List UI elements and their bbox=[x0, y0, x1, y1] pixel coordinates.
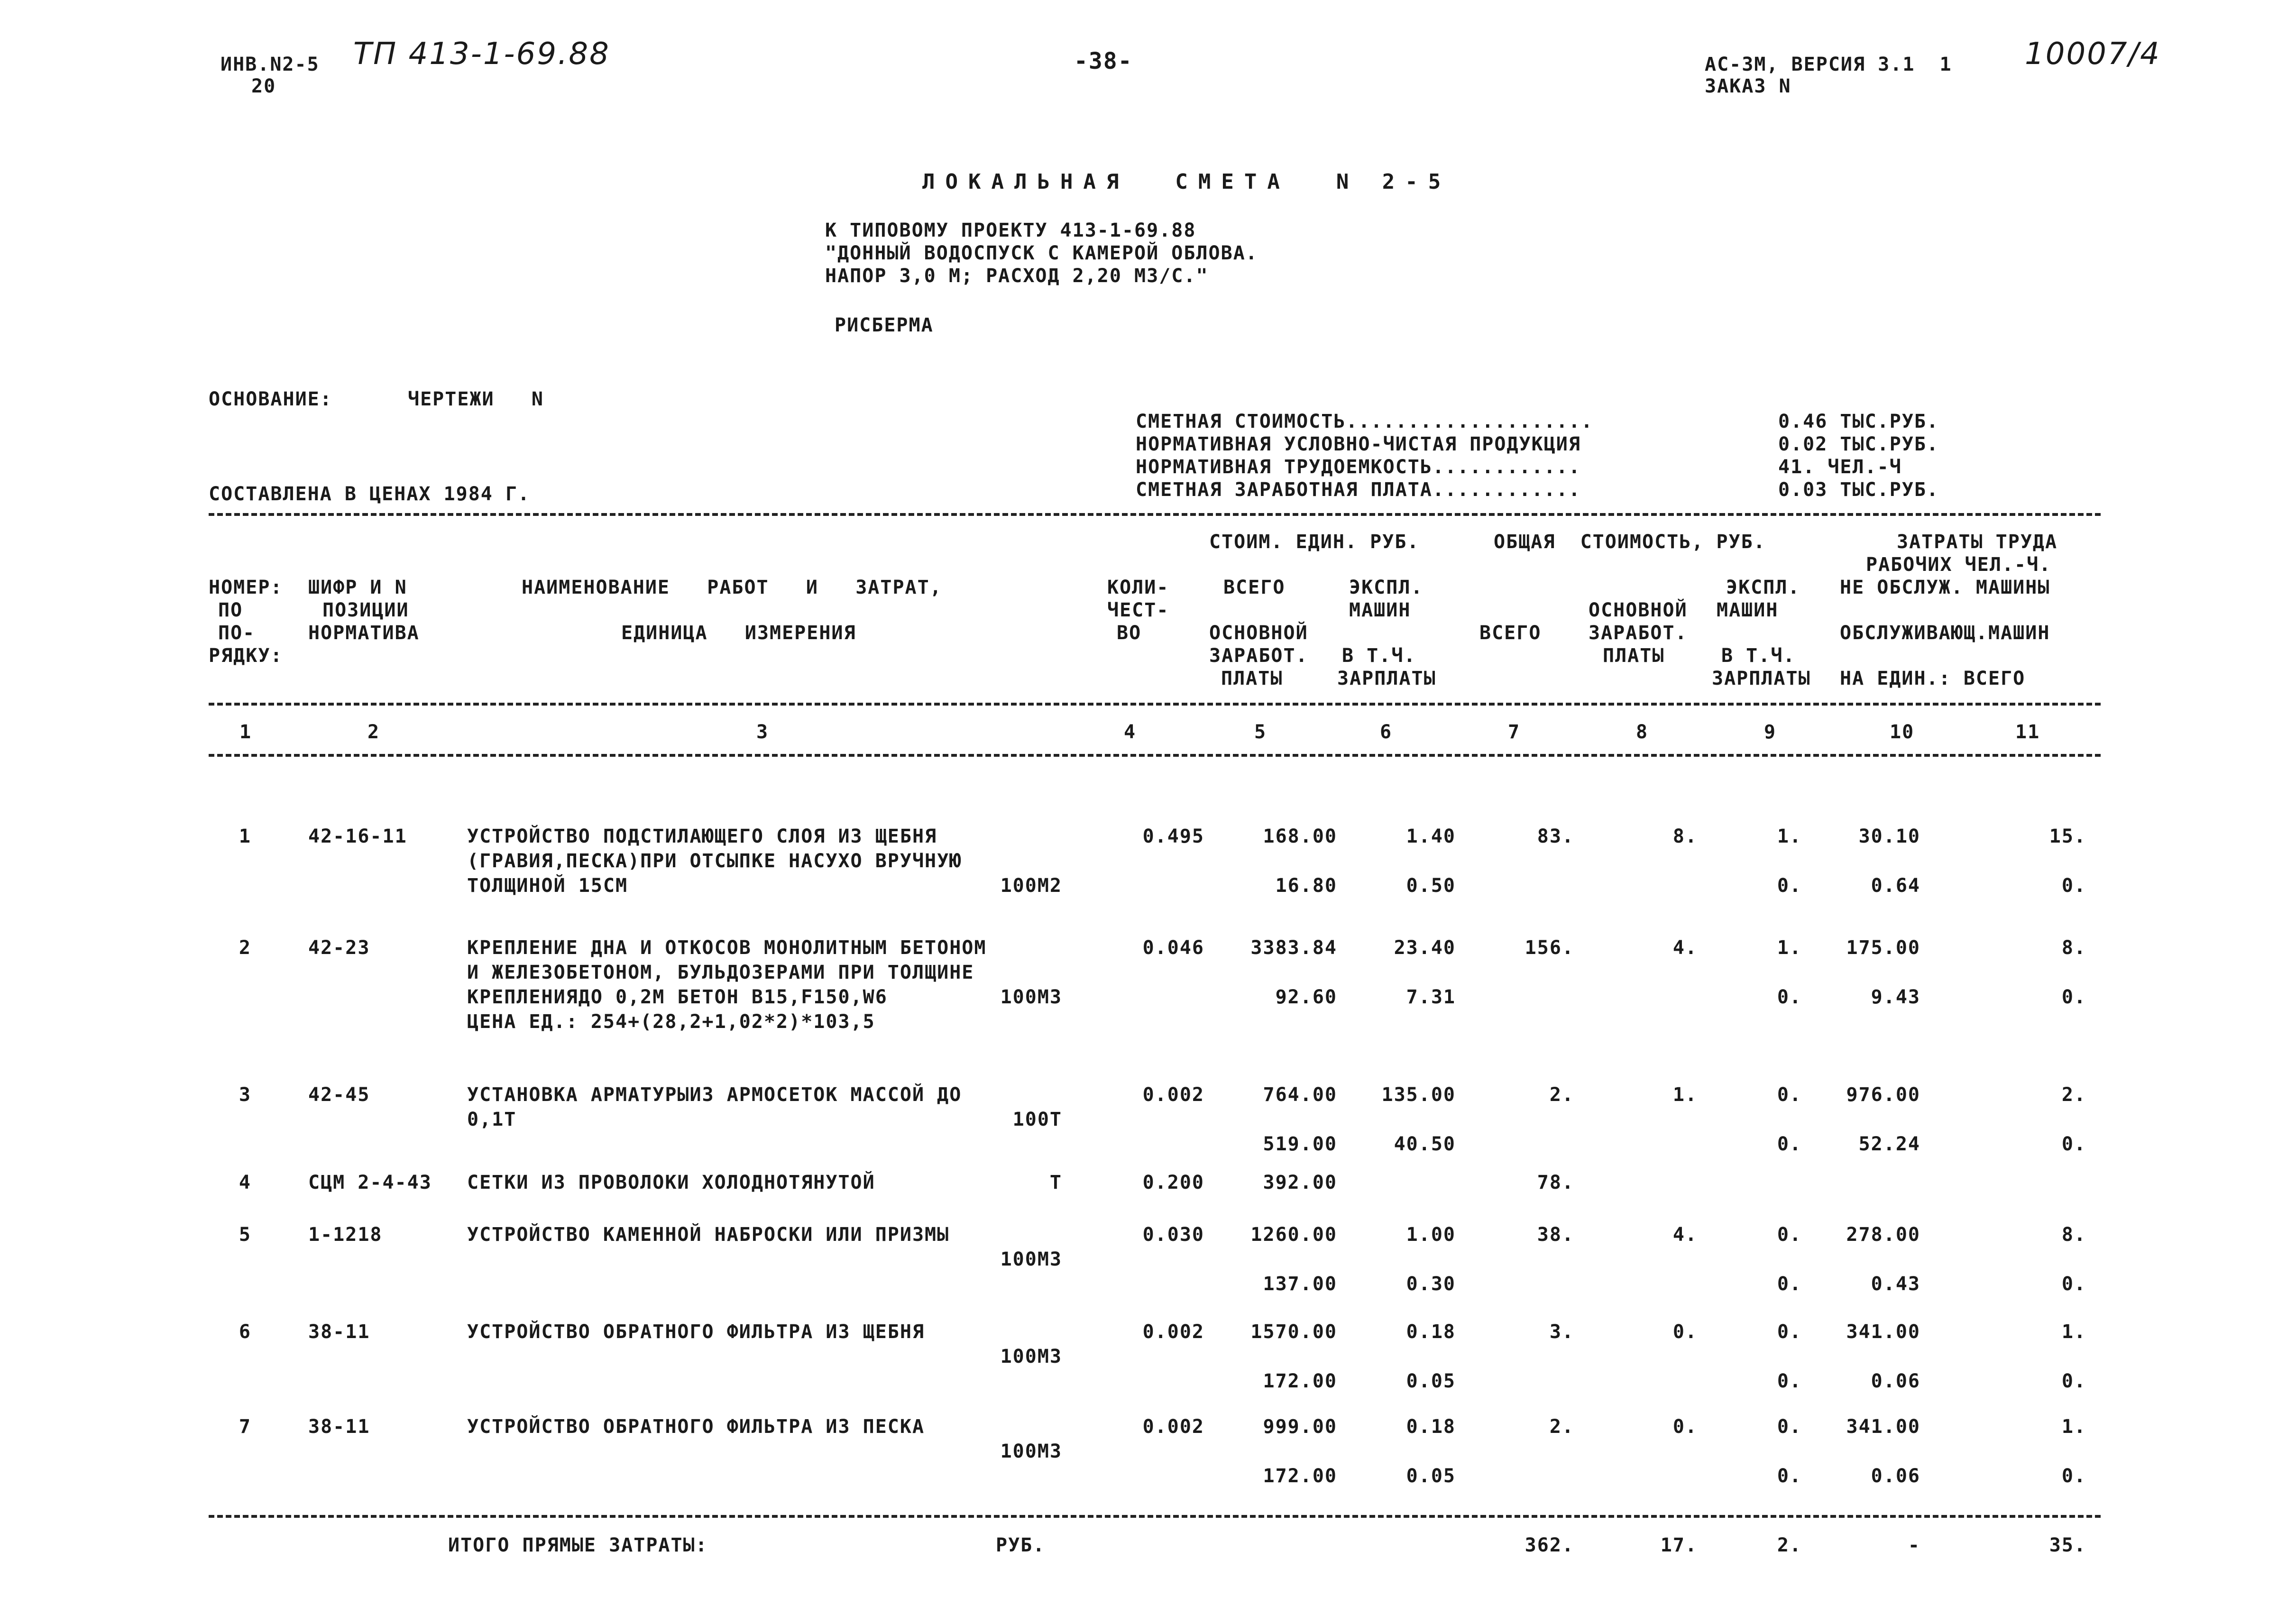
col-header-total-machines: МАШИН bbox=[1717, 599, 1779, 621]
row-name-line: УСТРОЙСТВО КАМЕННОЙ НАБРОСКИ ИЛИ ПРИЗМЫ bbox=[467, 1224, 950, 1246]
row-c9b: 0. bbox=[1777, 1273, 1802, 1295]
col-header-labor: ОБСЛУЖИВАЮЩ.МАШИН bbox=[1840, 622, 2050, 644]
col-header-number: ПО bbox=[218, 599, 243, 621]
col-header-labor: НА ЕДИН.: ВСЕГО bbox=[1840, 668, 2026, 689]
column-number: 2 bbox=[367, 721, 380, 743]
row-c10: 30.10 bbox=[1858, 826, 1920, 847]
row-c11: 15. bbox=[2049, 826, 2086, 847]
row-c5b: 137.00 bbox=[1263, 1273, 1337, 1295]
column-number: 9 bbox=[1764, 721, 1777, 743]
row-unit: Т bbox=[1049, 1172, 1062, 1193]
row-c5: 764.00 bbox=[1263, 1084, 1337, 1106]
row-code: 1-1218 bbox=[308, 1224, 383, 1246]
row-name-line: (ГРАВИЯ,ПЕСКА)ПРИ ОТСЫПКЕ НАСУХО ВРУЧНУЮ bbox=[467, 850, 962, 872]
row-c5: 999.00 bbox=[1263, 1416, 1337, 1438]
row-qty: 0.002 bbox=[1142, 1084, 1204, 1106]
row-number: 4 bbox=[239, 1172, 251, 1193]
totals-c7: 362. bbox=[1525, 1534, 1574, 1556]
row-code: 42-16-11 bbox=[308, 826, 407, 847]
row-c9: 0. bbox=[1777, 1084, 1802, 1106]
row-c10: 341.00 bbox=[1846, 1321, 1920, 1343]
col-header-unit-machines: ЗАРПЛАТЫ bbox=[1337, 668, 1436, 689]
row-c11b: 0. bbox=[2061, 1273, 2086, 1295]
row-c10b: 0.06 bbox=[1871, 1370, 1920, 1392]
col-header-total-machines: В Т.Ч. bbox=[1721, 645, 1796, 667]
row-c6b: 40.50 bbox=[1394, 1133, 1456, 1155]
row-code: СЦМ 2-4-43 bbox=[308, 1172, 432, 1193]
row-c10b: 0.64 bbox=[1871, 875, 1920, 897]
row-c5b: 172.00 bbox=[1263, 1465, 1337, 1487]
row-unit: 100М3 bbox=[1000, 1248, 1062, 1270]
col-header-quantity: ЧЕСТ- bbox=[1107, 599, 1169, 621]
col-header-unit-machines: В Т.Ч. bbox=[1342, 645, 1416, 667]
col-header-unit-total: ВСЕГО bbox=[1223, 577, 1286, 598]
row-c6: 135.00 bbox=[1381, 1084, 1456, 1106]
col-header-labor: ЗАТРАТЫ ТРУДА bbox=[1897, 531, 2058, 553]
row-c5: 392.00 bbox=[1263, 1172, 1337, 1193]
row-unit: 100М3 bbox=[1000, 986, 1062, 1008]
row-qty: 0.046 bbox=[1142, 937, 1204, 959]
row-qty: 0.002 bbox=[1142, 1321, 1204, 1343]
column-number: 1 bbox=[239, 721, 252, 743]
header-rule bbox=[209, 703, 2101, 706]
column-number: 4 bbox=[1124, 721, 1137, 743]
basis-label: ОСНОВАНИЕ: bbox=[209, 388, 332, 410]
row-name-line: ТОЛЩИНОЙ 15СМ bbox=[467, 875, 628, 897]
totals-unit: РУБ. bbox=[996, 1534, 1046, 1556]
totals-label: ИТОГО ПРЯМЫЕ ЗАТРАТЫ: bbox=[448, 1534, 708, 1556]
row-c6: 1.40 bbox=[1406, 826, 1456, 847]
row-c5: 1570.00 bbox=[1250, 1321, 1337, 1343]
row-c11: 8. bbox=[2061, 1224, 2086, 1246]
column-number: 6 bbox=[1380, 721, 1393, 743]
row-c5b: 172.00 bbox=[1263, 1370, 1337, 1392]
col-header-total-cost: ОБЩАЯ СТОИМОСТЬ, РУБ. bbox=[1494, 531, 1766, 553]
summary-label: НОРМАТИВНАЯ ТРУДОЕМКОСТЬ............ bbox=[1136, 456, 1581, 478]
title-line-1: К ТИПОВОМУ ПРОЕКТУ 413-1-69.88 bbox=[825, 220, 1196, 241]
row-code: 42-23 bbox=[308, 937, 370, 959]
row-c11: 2. bbox=[2061, 1084, 2086, 1106]
row-number: 5 bbox=[239, 1224, 251, 1246]
column-number: 10 bbox=[1890, 721, 1915, 743]
row-price-formula: ЦЕНА ЕД.: 254+(28,2+1,02*2)*103,5 bbox=[467, 1011, 875, 1033]
row-unit: 100М3 bbox=[1000, 1346, 1062, 1367]
row-c7: 2. bbox=[1549, 1084, 1574, 1106]
row-c7: 3. bbox=[1549, 1321, 1574, 1343]
col-header-total: ВСЕГО bbox=[1479, 622, 1542, 644]
col-header-number: НОМЕР: bbox=[209, 577, 283, 598]
col-header-code: ПОЗИЦИИ bbox=[322, 599, 409, 621]
column-number: 11 bbox=[2015, 721, 2040, 743]
row-unit: 100М3 bbox=[1000, 1440, 1062, 1462]
row-c5b: 16.80 bbox=[1275, 875, 1337, 897]
row-name-line: КРЕПЛЕНИЕ ДНА И ОТКОСОВ МОНОЛИТНЫМ БЕТОНОМ bbox=[467, 937, 987, 959]
row-c10: 278.00 bbox=[1846, 1224, 1920, 1246]
row-c10: 976.00 bbox=[1846, 1084, 1920, 1106]
row-c9: 0. bbox=[1777, 1321, 1802, 1343]
row-name-line: УСТРОЙСТВО ПОДСТИЛАЮЩЕГО СЛОЯ ИЗ ЩЕБНЯ bbox=[467, 826, 937, 847]
column-number-rule bbox=[209, 754, 2101, 757]
row-name-line: КРЕПЛЕНИЯДО 0,2М БЕТОН В15,F150,W6 bbox=[467, 986, 888, 1008]
row-c9: 1. bbox=[1777, 937, 1802, 959]
summary-value: 0.03 ТЫС.РУБ. bbox=[1778, 479, 1939, 501]
title-line-2: "ДОННЫЙ ВОДОСПУСК С КАМЕРОЙ ОБЛОВА. bbox=[825, 242, 1258, 264]
row-number: 7 bbox=[239, 1416, 251, 1438]
row-code: 38-11 bbox=[308, 1321, 370, 1343]
col-header-unit-total: ПЛАТЫ bbox=[1221, 668, 1283, 689]
col-header-total-wages: ПЛАТЫ bbox=[1603, 645, 1665, 667]
inventory-sub: 20 bbox=[251, 75, 276, 97]
row-name-line: 0,1Т bbox=[467, 1109, 517, 1130]
row-c6b: 0.05 bbox=[1406, 1370, 1456, 1392]
row-c11: 1. bbox=[2061, 1416, 2086, 1438]
row-number: 1 bbox=[239, 826, 251, 847]
software-version: АС-3М, ВЕРСИЯ 3.1 1 bbox=[1705, 54, 1952, 75]
row-qty: 0.030 bbox=[1142, 1224, 1204, 1246]
row-c5b: 519.00 bbox=[1263, 1133, 1337, 1155]
summary-value: 0.02 ТЫС.РУБ. bbox=[1778, 433, 1939, 455]
row-c11b: 0. bbox=[2061, 1133, 2086, 1155]
col-header-labor: РАБОЧИХ ЧЕЛ.-Ч. bbox=[1866, 554, 2052, 576]
row-c6: 0.18 bbox=[1406, 1416, 1456, 1438]
row-number: 2 bbox=[239, 937, 251, 959]
col-header-code: ШИФР И N bbox=[308, 577, 407, 598]
row-c5: 3383.84 bbox=[1250, 937, 1337, 959]
order-label: ЗАКАЗ N bbox=[1705, 75, 1791, 97]
handwritten-tp-number: ТП 413-1-69.88 bbox=[353, 37, 610, 72]
row-code: 38-11 bbox=[308, 1416, 370, 1438]
row-c9: 0. bbox=[1777, 1224, 1802, 1246]
row-c11b: 0. bbox=[2061, 1465, 2086, 1487]
price-level: СОСТАВЛЕНА В ЦЕНАХ 1984 Г. bbox=[209, 483, 531, 505]
row-code: 42-45 bbox=[308, 1084, 370, 1106]
row-c8: 1. bbox=[1672, 1084, 1698, 1106]
row-c6: 0.18 bbox=[1406, 1321, 1456, 1343]
document-title: ЛОКАЛЬНАЯ СМЕТА N 2-5 bbox=[922, 170, 1451, 194]
totals-c9: 2. bbox=[1777, 1534, 1802, 1556]
column-number: 5 bbox=[1254, 721, 1267, 743]
col-header-unit-machines: МАШИН bbox=[1349, 599, 1411, 621]
row-c6b: 0.30 bbox=[1406, 1273, 1456, 1295]
row-c11b: 0. bbox=[2061, 986, 2086, 1008]
row-c8: 0. bbox=[1672, 1416, 1698, 1438]
inventory-number: ИНВ.N2-5 bbox=[220, 54, 320, 75]
row-name-line: УСТРОЙСТВО ОБРАТНОГО ФИЛЬТРА ИЗ ПЕСКА bbox=[467, 1416, 925, 1438]
row-c10: 341.00 bbox=[1846, 1416, 1920, 1438]
row-c9b: 0. bbox=[1777, 1465, 1802, 1487]
col-header-total-machines: ЭКСПЛ. bbox=[1726, 577, 1800, 598]
row-c7: 38. bbox=[1537, 1224, 1574, 1246]
totals-c10: - bbox=[1908, 1534, 1920, 1556]
row-number: 6 bbox=[239, 1321, 251, 1343]
summary-label: СМЕТНАЯ ЗАРАБОТНАЯ ПЛАТА............ bbox=[1136, 479, 1581, 501]
row-c11b: 0. bbox=[2061, 875, 2086, 897]
row-c7: 78. bbox=[1537, 1172, 1574, 1193]
row-c10b: 0.06 bbox=[1871, 1465, 1920, 1487]
col-header-quantity: КОЛИ- bbox=[1107, 577, 1169, 598]
col-header-number: РЯДКУ: bbox=[209, 645, 283, 667]
col-header-unit-total: ЗАРАБОТ. bbox=[1209, 645, 1308, 667]
col-header-number: ПО- bbox=[218, 622, 256, 644]
basis-value: ЧЕРТЕЖИ N bbox=[408, 388, 544, 410]
col-header-unit-machines: ЭКСПЛ. bbox=[1349, 577, 1424, 598]
row-c8: 4. bbox=[1672, 1224, 1698, 1246]
col-header-name: ЕДИНИЦА ИЗМЕРЕНИЯ bbox=[621, 622, 856, 644]
column-number: 8 bbox=[1636, 721, 1649, 743]
handwritten-order-number: 10007/4 bbox=[2025, 37, 2161, 72]
col-header-total-wages: ЗАРАБОТ. bbox=[1589, 622, 1688, 644]
row-c7: 2. bbox=[1549, 1416, 1574, 1438]
row-unit: 100Т bbox=[1012, 1109, 1062, 1130]
col-header-labor: НЕ ОБСЛУЖ. МАШИНЫ bbox=[1840, 577, 2050, 598]
row-c8: 8. bbox=[1672, 826, 1698, 847]
row-c5: 168.00 bbox=[1263, 826, 1337, 847]
row-c9b: 0. bbox=[1777, 1133, 1802, 1155]
row-unit: 100М2 bbox=[1000, 875, 1062, 897]
col-header-total-machines: ЗАРПЛАТЫ bbox=[1712, 668, 1811, 689]
row-c11: 1. bbox=[2061, 1321, 2086, 1343]
row-c10: 175.00 bbox=[1846, 937, 1920, 959]
row-qty: 0.002 bbox=[1142, 1416, 1204, 1438]
table-top-rule bbox=[209, 513, 2101, 516]
row-c8: 0. bbox=[1672, 1321, 1698, 1343]
col-header-quantity: ВО bbox=[1117, 622, 1142, 644]
row-c11: 8. bbox=[2061, 937, 2086, 959]
summary-label: СМЕТНАЯ СТОИМОСТЬ.................... bbox=[1136, 411, 1594, 432]
row-name-line: УСТРОЙСТВО ОБРАТНОГО ФИЛЬТРА ИЗ ЩЕБНЯ bbox=[467, 1321, 925, 1343]
row-c9b: 0. bbox=[1777, 986, 1802, 1008]
row-c9: 0. bbox=[1777, 1416, 1802, 1438]
row-c6b: 0.05 bbox=[1406, 1465, 1456, 1487]
row-c9b: 0. bbox=[1777, 875, 1802, 897]
row-c6: 1.00 bbox=[1406, 1224, 1456, 1246]
col-header-code: НОРМАТИВА bbox=[308, 622, 420, 644]
row-c9b: 0. bbox=[1777, 1370, 1802, 1392]
row-c9: 1. bbox=[1777, 826, 1802, 847]
row-c6: 23.40 bbox=[1394, 937, 1456, 959]
col-header-name: НАИМЕНОВАНИЕ РАБОТ И ЗАТРАТ, bbox=[522, 577, 942, 598]
row-c10b: 52.24 bbox=[1858, 1133, 1920, 1155]
title-line-3: НАПОР 3,0 М; РАСХОД 2,20 М3/С." bbox=[825, 265, 1209, 287]
row-c6b: 7.31 bbox=[1406, 986, 1456, 1008]
page-number: -38- bbox=[1074, 48, 1133, 74]
row-c7: 156. bbox=[1525, 937, 1574, 959]
totals-c8: 17. bbox=[1660, 1534, 1698, 1556]
row-qty: 0.495 bbox=[1142, 826, 1204, 847]
row-name-line: СЕТКИ ИЗ ПРОВОЛОКИ ХОЛОДНОТЯНУТОЙ bbox=[467, 1172, 875, 1193]
summary-value: 0.46 ТЫС.РУБ. bbox=[1778, 411, 1939, 432]
col-header-unit-cost: СТОИМ. ЕДИН. РУБ. bbox=[1209, 531, 1420, 553]
table-bottom-rule bbox=[209, 1515, 2101, 1518]
row-c5: 1260.00 bbox=[1250, 1224, 1337, 1246]
summary-label: НОРМАТИВНАЯ УСЛОВНО-ЧИСТАЯ ПРОДУКЦИЯ bbox=[1136, 433, 1581, 455]
row-c7: 83. bbox=[1537, 826, 1574, 847]
row-name-line: УСТАНОВКА АРМАТУРЫИЗ АРМОСЕТОК МАССОЙ ДО bbox=[467, 1084, 962, 1106]
summary-value: 41. ЧЕЛ.-Ч bbox=[1778, 456, 1902, 478]
row-c11b: 0. bbox=[2061, 1370, 2086, 1392]
col-header-total-wages: ОСНОВНОЙ bbox=[1589, 599, 1688, 621]
column-number: 7 bbox=[1508, 721, 1521, 743]
row-c10b: 9.43 bbox=[1871, 986, 1920, 1008]
row-c8: 4. bbox=[1672, 937, 1698, 959]
col-header-unit-total: ОСНОВНОЙ bbox=[1209, 622, 1308, 644]
row-c5b: 92.60 bbox=[1275, 986, 1337, 1008]
totals-c11: 35. bbox=[2049, 1534, 2086, 1556]
row-c6b: 0.50 bbox=[1406, 875, 1456, 897]
section-name: РИСБЕРМА bbox=[835, 314, 934, 336]
row-name-line: И ЖЕЛЕЗОБЕТОНОМ, БУЛЬДОЗЕРАМИ ПРИ ТОЛЩИНЕ bbox=[467, 962, 974, 983]
row-c10b: 0.43 bbox=[1871, 1273, 1920, 1295]
row-number: 3 bbox=[239, 1084, 251, 1106]
column-number: 3 bbox=[756, 721, 769, 743]
row-qty: 0.200 bbox=[1142, 1172, 1204, 1193]
